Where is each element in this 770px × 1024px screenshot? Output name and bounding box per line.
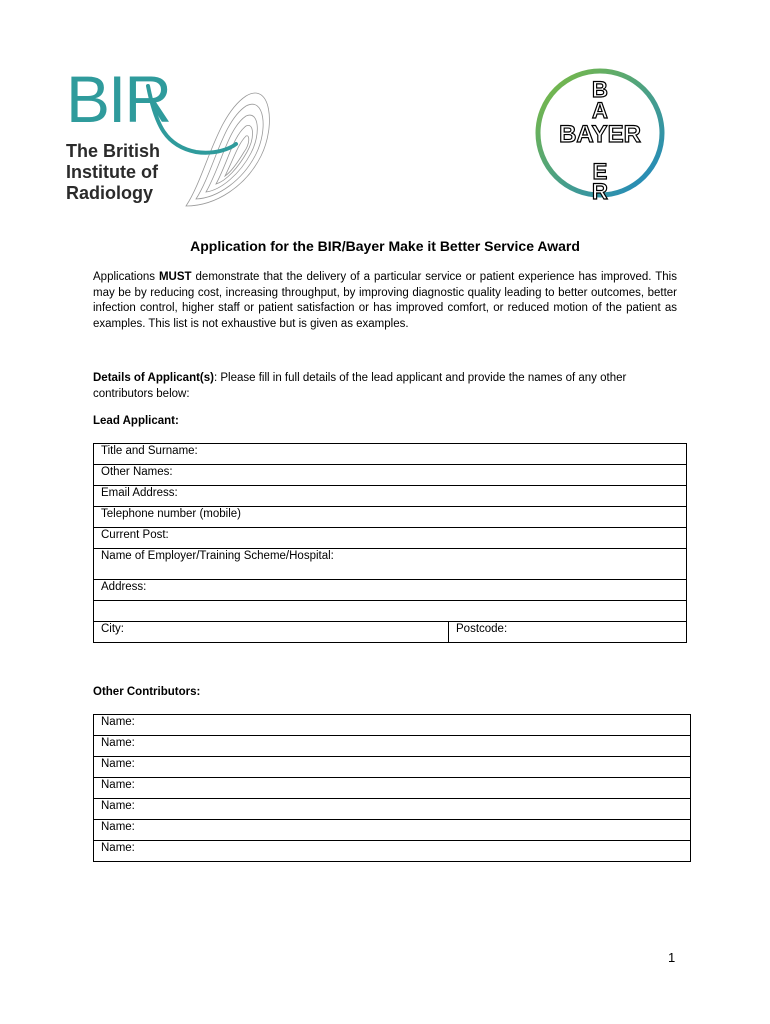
intro-emphasis: MUST <box>158 271 192 283</box>
bir-line-3: Radiology <box>66 183 154 203</box>
telephone-field[interactable]: Telephone number (mobile) <box>94 507 687 528</box>
table-row <box>94 841 691 862</box>
contributor-name-field[interactable]: Name: <box>94 841 691 862</box>
table-row <box>94 601 687 622</box>
contributor-name-field[interactable]: Name: <box>94 715 691 736</box>
details-text: : Please fill in full details of the lead applicant and provide the names of any other contributors below: <box>93 372 627 400</box>
table-row <box>94 799 691 820</box>
address-field[interactable]: Address: <box>94 580 687 601</box>
bayer-letter-b: B <box>592 77 608 102</box>
bayer-letter-a: A <box>592 98 608 123</box>
contributor-name-field[interactable]: Name: <box>94 736 691 757</box>
current-post-field[interactable]: Current Post: <box>94 528 687 549</box>
table-row <box>94 757 691 778</box>
contributor-name-field[interactable]: Name: <box>94 820 691 841</box>
document-title: Application for the BIR/Bayer Make it Better Service Award <box>190 238 580 254</box>
other-contributors-heading: Other Contributors: <box>93 686 201 698</box>
table-row <box>94 622 687 643</box>
bir-logo <box>36 56 298 228</box>
table-row <box>94 736 691 757</box>
bayer-letter-r: R <box>592 179 608 200</box>
details-paragraph <box>93 371 677 402</box>
table-row <box>94 528 687 549</box>
lead-applicant-table <box>93 443 687 643</box>
bir-line-1: The British <box>66 141 161 161</box>
employer-field[interactable]: Name of Employer/Training Scheme/Hospital: <box>94 549 687 580</box>
bir-letters: BIR <box>66 62 171 136</box>
bayer-word: BAYER <box>559 121 641 148</box>
email-field[interactable]: Email Address: <box>94 486 687 507</box>
intro-post: demonstrate that the delivery of a particular service or patient experience has improved. This may be by reducing cost, increasing throughput, by improving diagnostic quality leading to better outcomes, better infection control, higher staff or patient satisfaction or has improved comfort, or reduced motion of the patient as examples. This list is not exhaustive but is given as examples. <box>93 271 677 330</box>
table-row <box>94 715 691 736</box>
intro-pre: Applications <box>93 271 159 283</box>
contributor-name-field[interactable]: Name: <box>94 799 691 820</box>
table-row <box>94 486 687 507</box>
address-line-2-field[interactable] <box>94 601 687 622</box>
city-field[interactable]: City: <box>94 622 449 643</box>
postcode-field[interactable]: Postcode: <box>449 622 687 643</box>
table-row <box>94 507 687 528</box>
contributor-name-field[interactable]: Name: <box>94 778 691 799</box>
page-number: 1 <box>668 950 676 965</box>
table-row <box>94 778 691 799</box>
table-row <box>94 444 687 465</box>
table-row <box>94 820 691 841</box>
intro-paragraph <box>93 270 677 332</box>
table-row <box>94 549 687 580</box>
other-names-field[interactable]: Other Names: <box>94 465 687 486</box>
table-row <box>94 580 687 601</box>
title-surname-field[interactable]: Title and Surname: <box>94 444 687 465</box>
bayer-letter-e: E <box>592 159 608 184</box>
other-contributors-table <box>93 714 691 862</box>
details-label: Details of Applicant(s) <box>93 372 214 384</box>
contributor-name-field[interactable]: Name: <box>94 757 691 778</box>
bayer-logo <box>533 66 667 200</box>
bir-line-2: Institute of <box>66 162 158 182</box>
lead-applicant-heading: Lead Applicant: <box>93 415 179 427</box>
table-row <box>94 465 687 486</box>
